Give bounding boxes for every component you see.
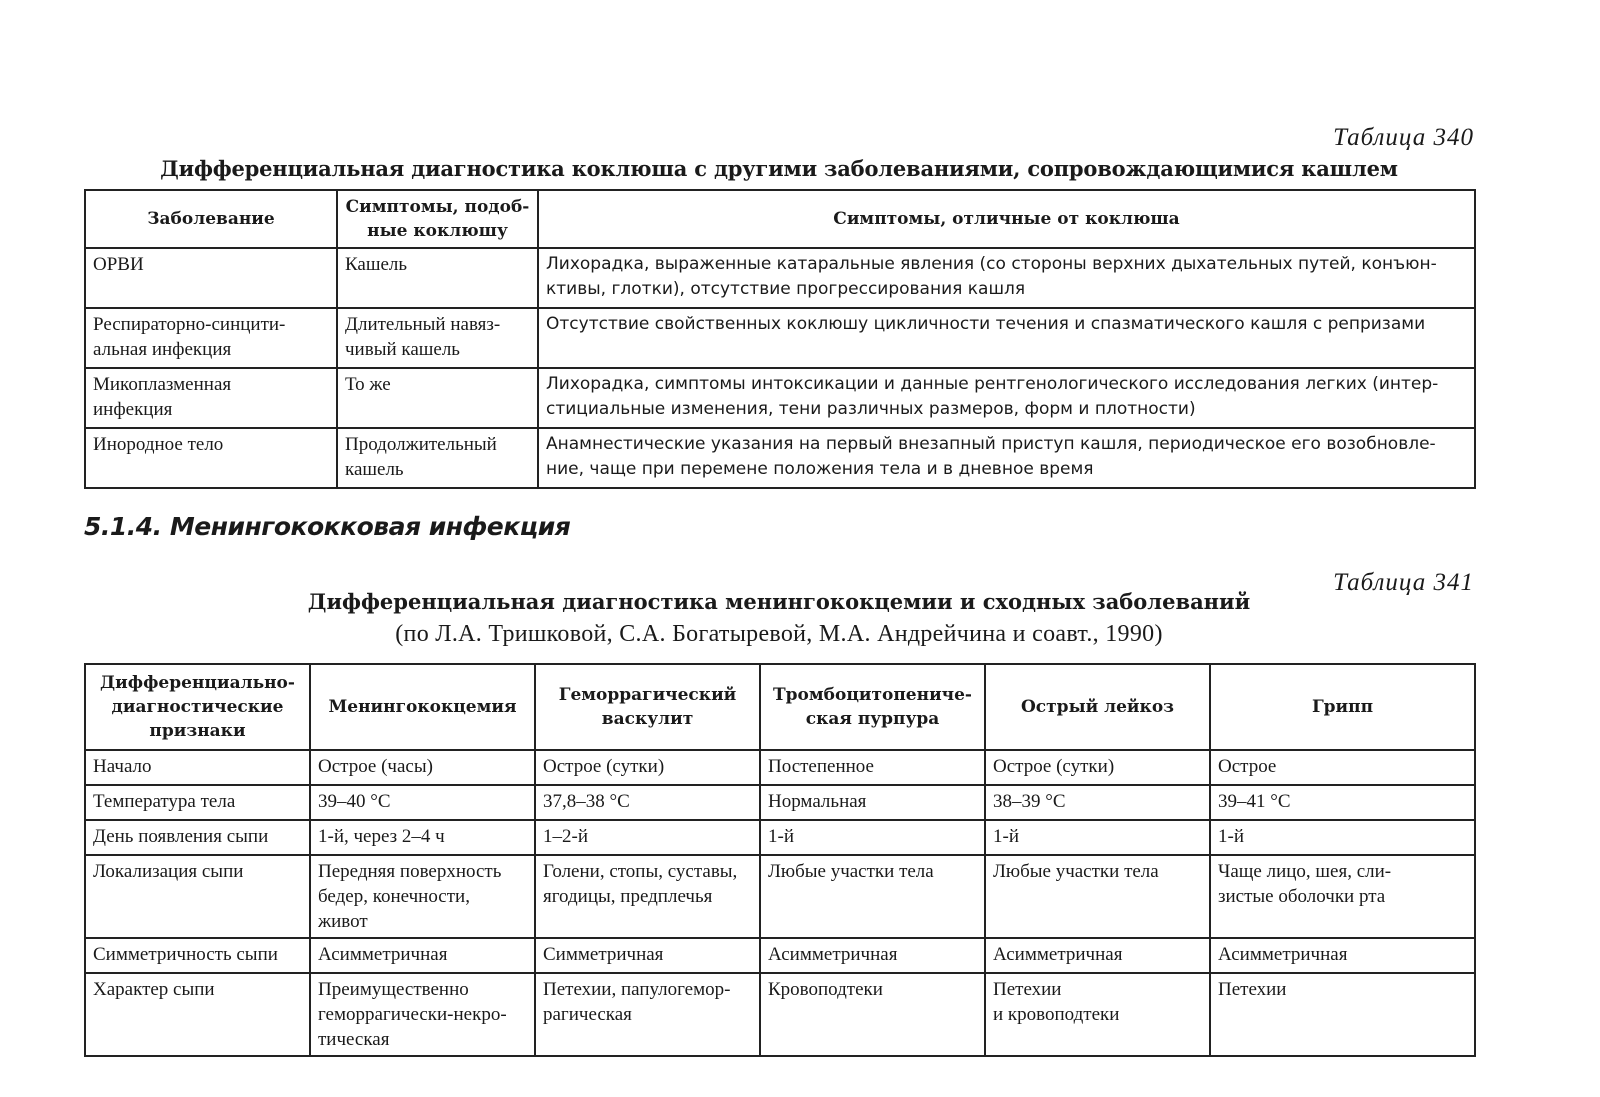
table-340-header-cell: Заболевание bbox=[85, 190, 337, 248]
table-cell: 37,8–38 °С bbox=[535, 785, 760, 820]
table-cell: 39–40 °С bbox=[310, 785, 535, 820]
table-340-caption: Дифференциальная диагностика коклюша с другими заболеваниями, сопровождающимися кашлем bbox=[160, 156, 1398, 181]
table-cell: Лихорадка, симптомы интоксикации и данные рентгенологического исследования легких (интер- стициальные изменения, тени различных размеров, форм и плотности) bbox=[538, 368, 1475, 428]
table-cell: Голени, стопы, суставы, ягодицы, предплечья bbox=[535, 855, 760, 938]
table-cell: Асимметричная bbox=[985, 938, 1210, 973]
table-341-header-cell: Дифференциально- диагностические признаки bbox=[85, 664, 310, 750]
table-row bbox=[85, 820, 1475, 855]
table-cell: Длительный навяз- чивый кашель bbox=[337, 308, 538, 368]
table-cell: Отсутствие свойственных коклюшу цикличности течения и спазматического кашля с репризами bbox=[538, 308, 1475, 368]
table-341-body bbox=[85, 750, 1475, 1056]
table-341-header-row bbox=[85, 664, 1475, 750]
table-cell: Передняя поверхность бедер, конечности, живот bbox=[310, 855, 535, 938]
table-cell: 1-й bbox=[985, 820, 1210, 855]
table-cell: То же bbox=[337, 368, 538, 428]
table-cell: Любые участки тела bbox=[760, 855, 985, 938]
table-340-body bbox=[85, 248, 1475, 488]
table-cell: ОРВИ bbox=[85, 248, 337, 308]
table-cell: Кровоподтеки bbox=[760, 973, 985, 1056]
table-cell: Характер сыпи bbox=[85, 973, 310, 1056]
table-cell: Постепенное bbox=[760, 750, 985, 785]
table-cell: Чаще лицо, шея, сли- зистые оболочки рта bbox=[1210, 855, 1475, 938]
table-341-header-cell: Тромбоцитопениче- ская пурпура bbox=[760, 664, 985, 750]
table-row bbox=[85, 938, 1475, 973]
table-cell: Острое (сутки) bbox=[985, 750, 1210, 785]
table-341-header-cell: Острый лейкоз bbox=[985, 664, 1210, 750]
table-row bbox=[85, 785, 1475, 820]
table-341-number: Таблица 341 bbox=[1333, 569, 1474, 596]
table-cell: Асимметричная bbox=[310, 938, 535, 973]
table-341-header-cell: Грипп bbox=[1210, 664, 1475, 750]
table-341-header-cell: Менингококцемия bbox=[310, 664, 535, 750]
section-title: 5.1.4. Менингококковая инфекция bbox=[84, 512, 571, 541]
table-cell: Начало bbox=[85, 750, 310, 785]
table-cell: 1-й bbox=[760, 820, 985, 855]
table-cell: Острое bbox=[1210, 750, 1475, 785]
table-cell: Симметричность сыпи bbox=[85, 938, 310, 973]
table-cell: Лихорадка, выраженные катаральные явления (со стороны верхних дыхательных путей, конъюн- ктивы, глотки), отсутствие прогрессирования кашля bbox=[538, 248, 1475, 308]
table-340-header-cell: Симптомы, подоб- ные коклюшу bbox=[337, 190, 538, 248]
table-341-subcaption: (по Л.А. Тришковой, С.А. Богатыревой, М.А. Андрейчина и соавт., 1990) bbox=[395, 621, 1163, 647]
table-cell: Респираторно-синцити- альная инфекция bbox=[85, 308, 337, 368]
table-cell: Микоплазменная инфекция bbox=[85, 368, 337, 428]
table-cell: Температура тела bbox=[85, 785, 310, 820]
table-cell: Асимметричная bbox=[760, 938, 985, 973]
table-cell: Нормальная bbox=[760, 785, 985, 820]
table-cell: Петехии и кровоподтеки bbox=[985, 973, 1210, 1056]
table-cell: Локализация сыпи bbox=[85, 855, 310, 938]
table-340-number: Таблица 340 bbox=[1333, 124, 1474, 151]
table-cell: Петехии bbox=[1210, 973, 1475, 1056]
table-cell: 1-й, через 2–4 ч bbox=[310, 820, 535, 855]
table-cell: Острое (сутки) bbox=[535, 750, 760, 785]
table-row bbox=[85, 750, 1475, 785]
table-cell: Кашель bbox=[337, 248, 538, 308]
table-cell: Петехии, папулогемор- рагическая bbox=[535, 973, 760, 1056]
table-cell: Продолжительный кашель bbox=[337, 428, 538, 488]
table-cell: Асимметричная bbox=[1210, 938, 1475, 973]
table-cell: Острое (часы) bbox=[310, 750, 535, 785]
table-row bbox=[85, 368, 1475, 428]
table-340-header-cell: Симптомы, отличные от коклюша bbox=[538, 190, 1475, 248]
table-cell: Любые участки тела bbox=[985, 855, 1210, 938]
table-cell: 1-й bbox=[1210, 820, 1475, 855]
table-cell: 38–39 °С bbox=[985, 785, 1210, 820]
table-cell: Инородное тело bbox=[85, 428, 337, 488]
table-341 bbox=[84, 663, 1476, 1057]
table-row bbox=[85, 248, 1475, 308]
table-340 bbox=[84, 189, 1476, 489]
table-cell: 1–2-й bbox=[535, 820, 760, 855]
table-341-caption: Дифференциальная диагностика менингококцемии и сходных заболеваний bbox=[307, 589, 1251, 614]
table-cell: Анамнестические указания на первый внезапный приступ кашля, периодическое его возобновле- ние, чаще при перемене положения тела и в дневное время bbox=[538, 428, 1475, 488]
table-row bbox=[85, 973, 1475, 1056]
table-cell: День появления сыпи bbox=[85, 820, 310, 855]
table-cell: Симметричная bbox=[535, 938, 760, 973]
table-cell: 39–41 °С bbox=[1210, 785, 1475, 820]
table-row bbox=[85, 428, 1475, 488]
table-341-header-cell: Геморрагический васкулит bbox=[535, 664, 760, 750]
table-row bbox=[85, 855, 1475, 938]
table-cell: Преимущественно геморрагически-некро- тическая bbox=[310, 973, 535, 1056]
table-340-header-row bbox=[85, 190, 1475, 248]
table-row bbox=[85, 308, 1475, 368]
